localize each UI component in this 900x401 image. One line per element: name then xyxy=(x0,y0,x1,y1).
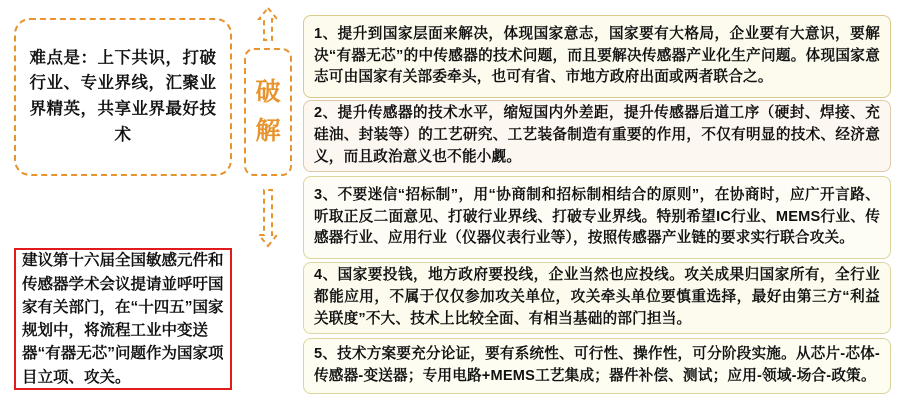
recommendation-item-1-text: 1、提升到国家层面来解决，体现国家意志，国家要有大格局，企业要有大意识，要解决“有器无芯”的中传感器的技术问题，而且要解决传感器产业化生产问题。体现国家意志可由国家有关部委牵头，也可有省、市地方政府出面或两者联合之。 xyxy=(314,25,880,86)
breakthrough-char-top: 破 xyxy=(255,78,281,106)
arrow-up-icon xyxy=(257,6,279,42)
recommendation-item-3-text: 3、不要迷信“招标制”，用“协商制和招标制相结合的原则”，在协商时，应广开言路、听取正反二面意见、打破行业界线、打破专业界线。特别希望IC行业、MEMS行业、传感器行业、应用行业（仪器仪表行业等），按照传感器产业链的要求实行联合攻关。 xyxy=(314,186,880,247)
breakthrough-char-bottom: 解 xyxy=(255,117,281,145)
breakthrough-box xyxy=(244,48,292,176)
proposal-box-text: 建议第十六届全国敏感元件和传感器学术会议提请並呼吁国家有关部门，在“十四五”国家规划中，将流程工业中变送器“有器无芯”问题作为国家项目立项、攻关。 xyxy=(22,252,224,386)
recommendation-item-2 xyxy=(303,100,891,172)
proposal-box xyxy=(14,248,232,390)
recommendation-item-4-text: 4、国家要投钱，地方政府要投线，企业当然也应投线。攻关成果归国家所有，全行业都能应用，不属于仅仅参加攻关单位，攻关牵头单位要慎重选择，最好由第三方“利益关联度”不大、技术上比较全面、有相当基础的部门担当。 xyxy=(314,267,880,327)
recommendation-item-4 xyxy=(303,262,891,334)
recommendation-item-5 xyxy=(303,338,891,394)
difficulty-box xyxy=(14,18,232,176)
recommendation-item-5-text: 5、技术方案要充分论证，要有系统性、可行性、操作性，可分阶段实施。从芯片-芯体-传感器-变送器；专用电路+MEMS工艺集成；器件补偿、测试；应用-领域-场合-政策。 xyxy=(314,346,880,384)
recommendation-item-3 xyxy=(303,176,891,259)
recommendation-item-1 xyxy=(303,15,891,98)
difficulty-box-text: 难点是：上下共识，打破行业、专业界线，汇聚业界精英，共享业界最好技术 xyxy=(29,48,217,144)
arrow-down-icon xyxy=(257,188,279,248)
recommendation-item-2-text: 2、提升传感器的技术水平，缩短国内外差距，提升传感器后道工序（硬封、焊接、充硅油、封装等）的工艺研究、工艺装备制造有重要的作用，不仅有明显的技术、经济意义，而且政治意义也不能小觑。 xyxy=(314,105,880,165)
